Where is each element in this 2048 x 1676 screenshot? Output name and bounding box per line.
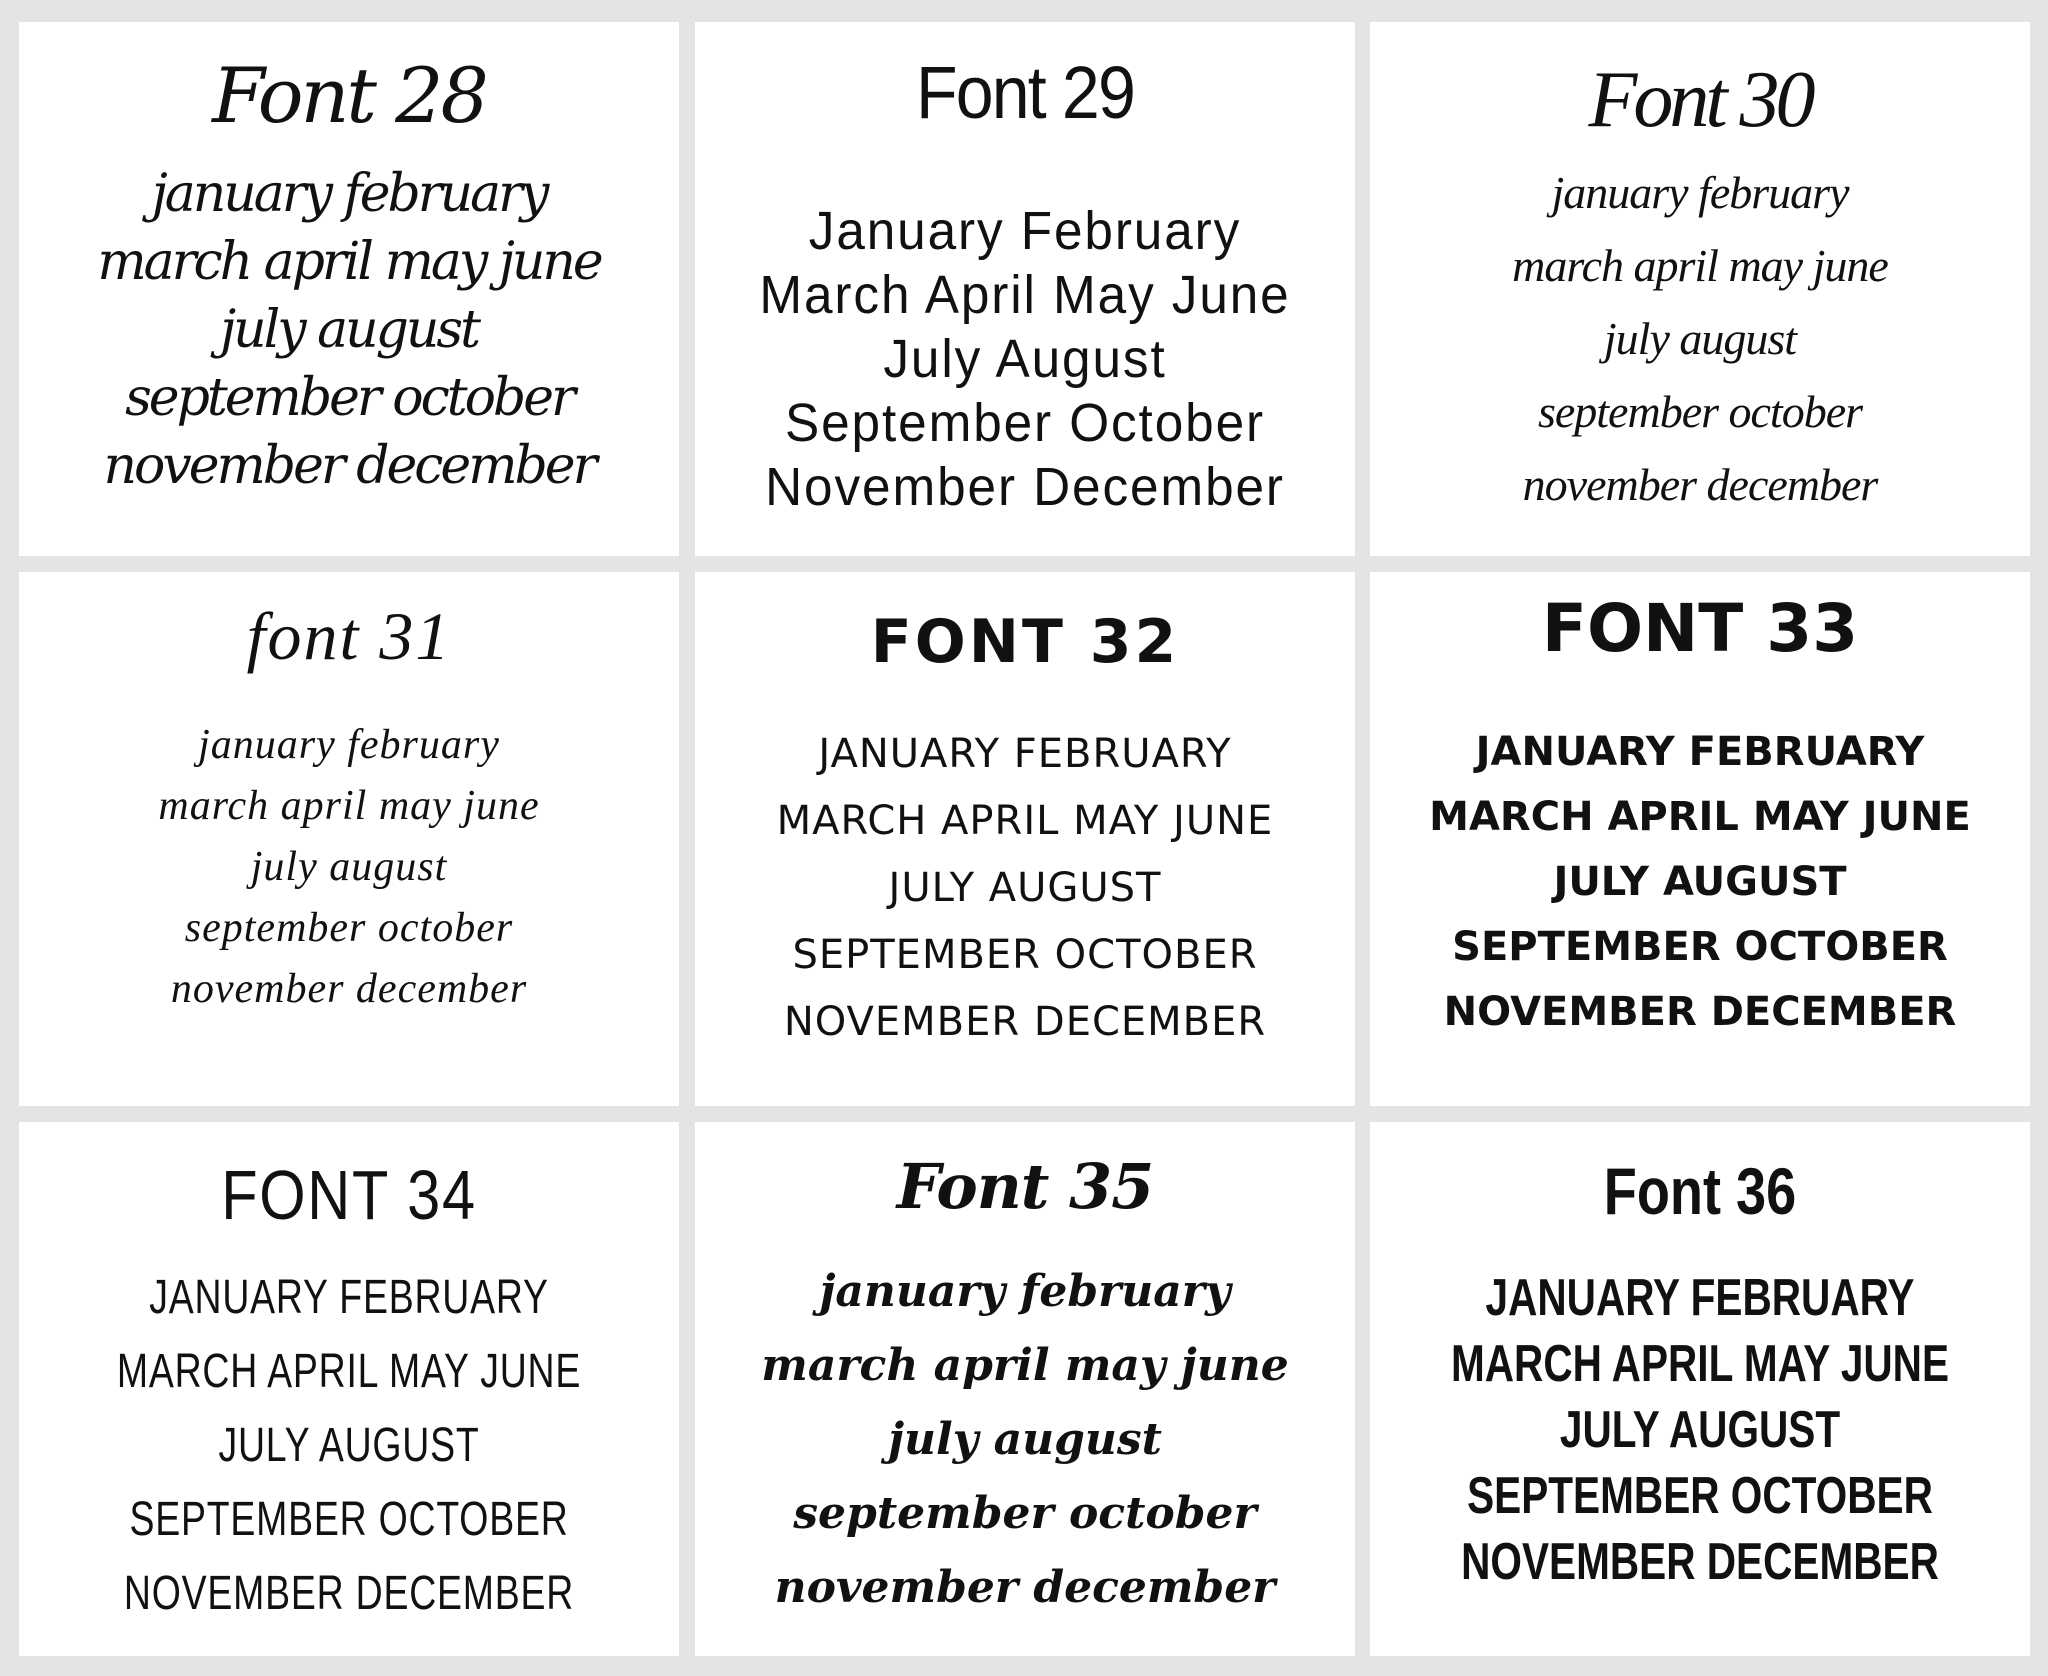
font-sample-title: Font 36 xyxy=(1603,1154,1797,1228)
month-line: march april may june xyxy=(1512,240,1888,291)
month-line: MARCH APRIL MAY JUNE xyxy=(116,1345,582,1398)
month-line: november december xyxy=(170,966,528,1012)
font-sample-card-33 xyxy=(1370,572,2030,1106)
month-line: november december xyxy=(103,436,595,496)
font-sample-title: Font 28 xyxy=(212,51,486,140)
font-sample-title: FONT 33 xyxy=(1541,590,1859,667)
month-line: MARCH APRIL MAY JUNE xyxy=(1450,1335,1950,1393)
month-line: january february xyxy=(198,722,500,768)
month-line: january february xyxy=(1551,167,1849,218)
font-sample-card-28 xyxy=(19,22,679,556)
month-line: july august xyxy=(219,300,478,360)
month-line: NOVEMBER DECEMBER xyxy=(1461,1533,1939,1591)
month-line: NOVEMBER DECEMBER xyxy=(123,1567,575,1620)
month-line: january february xyxy=(819,1266,1231,1317)
font-sample-card-32 xyxy=(695,572,1355,1106)
font-sample-card-36 xyxy=(1370,1122,2030,1656)
font-sample-card-30 xyxy=(1370,22,2030,556)
month-line: July August xyxy=(883,329,1167,389)
month-line: March April May June xyxy=(759,265,1291,325)
month-list xyxy=(695,1266,1355,1640)
month-line: JANUARY FEBRUARY xyxy=(1485,1269,1915,1327)
month-line: november december xyxy=(1522,459,1878,510)
font-sample-title: FONT 32 xyxy=(870,607,1180,677)
month-list xyxy=(92,1271,607,1644)
month-line: JULY AUGUST xyxy=(218,1419,480,1472)
month-line: july august xyxy=(1603,313,1797,364)
month-line: NOVEMBER DECEMBER xyxy=(783,999,1267,1045)
month-line: MARCH APRIL MAY JUNE xyxy=(776,798,1274,844)
month-list xyxy=(712,201,1339,524)
month-line: JANUARY FEBRUARY xyxy=(149,1271,549,1324)
month-line: september october xyxy=(793,1488,1257,1539)
month-list xyxy=(1370,167,2030,535)
month-line: MARCH APRIL MAY JUNE xyxy=(1429,794,1971,840)
font-sample-card-35 xyxy=(695,1122,1355,1656)
month-line: november december xyxy=(774,1562,1276,1613)
month-line: JULY AUGUST xyxy=(1559,1401,1841,1459)
month-line: march april may june xyxy=(97,232,601,292)
month-line: march april may june xyxy=(761,1340,1289,1391)
month-list xyxy=(695,731,1355,1069)
month-line: JANUARY FEBRUARY xyxy=(1475,729,1925,775)
month-line: january february xyxy=(151,164,547,224)
month-line: july august xyxy=(250,844,448,890)
month-line: september october xyxy=(125,368,573,428)
month-list xyxy=(1443,1269,1958,1602)
month-line: JANUARY FEBRUARY xyxy=(818,731,1232,777)
month-line: SEPTEMBER OCTOBER xyxy=(1467,1467,1933,1525)
month-list xyxy=(19,164,679,508)
month-line: july august xyxy=(888,1414,1162,1465)
font-sample-title: font 31 xyxy=(246,598,452,674)
month-list xyxy=(1370,729,2030,1057)
font-sample-card-31 xyxy=(19,572,679,1106)
font-sample-card-29 xyxy=(695,22,1355,556)
month-list xyxy=(19,724,679,1029)
month-line: september october xyxy=(184,905,514,951)
font-sample-card-34 xyxy=(19,1122,679,1656)
month-line: september october xyxy=(1537,386,1863,437)
font-sample-title: Font 30 xyxy=(1588,56,1812,144)
month-line: SEPTEMBER OCTOBER xyxy=(1452,924,1948,970)
month-line: NOVEMBER DECEMBER xyxy=(1443,989,1957,1035)
month-line: JULY AUGUST xyxy=(1553,859,1847,905)
month-line: January February xyxy=(808,201,1242,261)
month-line: September October xyxy=(785,393,1265,453)
month-line: SEPTEMBER OCTOBER xyxy=(129,1493,569,1546)
font-sample-title: Font 35 xyxy=(896,1150,1154,1223)
font-sample-title: Font 29 xyxy=(915,51,1134,134)
month-line: march april may june xyxy=(158,783,540,829)
font-sample-title: FONT 34 xyxy=(221,1156,477,1234)
month-line: SEPTEMBER OCTOBER xyxy=(792,932,1258,978)
month-line: JULY AUGUST xyxy=(888,865,1162,911)
month-line: November December xyxy=(765,457,1285,517)
